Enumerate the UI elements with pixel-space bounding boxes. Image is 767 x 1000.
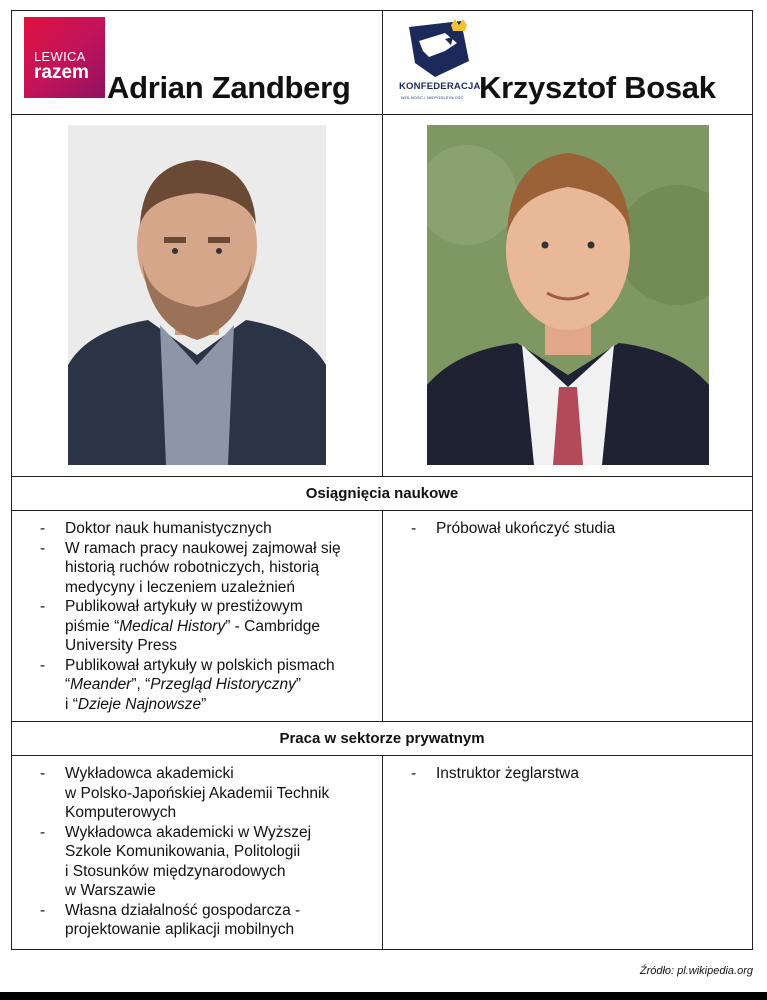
list-item: [391, 764, 744, 784]
konfederacja-logo-line1: KONFEDERACJA: [399, 81, 481, 92]
list-item-line: medycyny i leczeniem uzależnień: [65, 578, 296, 596]
private-sector-title: Praca w sektorze prywatnym: [279, 730, 485, 747]
list-item-line: Szkole Komunikowania, Politologii: [65, 843, 301, 860]
left-achievements: [12, 511, 383, 721]
right-private-sector: [383, 756, 752, 949]
list-item-line: - Publikował artykuły w polskich pismach: [65, 656, 335, 674]
header-row: [12, 11, 752, 115]
list-item-line: - Instruktor żeglarstwa: [436, 765, 579, 782]
left-header-cell: [12, 11, 383, 114]
list-item-line: - Próbował ukończyć studia: [436, 520, 616, 537]
list-item: [20, 823, 374, 901]
konfederacja-logo: [399, 15, 479, 109]
lewica-razem-logo: [24, 17, 105, 98]
zandberg-photo: [68, 125, 326, 465]
comparison-table: [11, 10, 753, 950]
right-header-cell: [383, 11, 752, 114]
list-item-line: w Polsko-Japońskiej Akademii Technik: [65, 784, 330, 802]
achievements-row: [12, 511, 752, 722]
private-sector-header-row: [12, 722, 752, 756]
list-item-line: - Publikował artykuły w prestiżowym: [65, 598, 303, 615]
right-candidate-name: Krzysztof Bosak: [479, 70, 716, 105]
right-achievements-list: [391, 519, 744, 539]
list-item-line: historią ruchów robotniczych, historią: [65, 559, 320, 576]
list-item-line: piśmie “Medical History” - Cambridge: [65, 617, 320, 635]
list-item-line: i Stosunków międzynarodowych: [65, 862, 286, 880]
left-photo-cell: [12, 115, 383, 476]
list-item: [20, 519, 374, 539]
list-item: [20, 901, 374, 940]
list-item-line: - Własna działalność gospodarcza -: [65, 901, 301, 919]
lewica-logo-line2: razem: [34, 62, 89, 83]
list-item-line: projektowanie aplikacji mobilnych: [65, 921, 295, 938]
list-item-line: - Doktor nauk humanistycznych: [65, 520, 272, 537]
list-item-line: “Meander”, “Przegląd Historyczny”: [65, 676, 302, 693]
list-item-line: University Press: [65, 637, 177, 654]
bottom-bar: [0, 992, 767, 1000]
right-private-sector-list: [391, 764, 744, 784]
achievements-title: Osiągnięcia naukowe: [305, 485, 459, 502]
private-sector-row: [12, 756, 752, 949]
bosak-photo: [427, 125, 709, 465]
eagle-icon: [405, 17, 475, 79]
right-achievements: [383, 511, 752, 721]
lewica-logo-line1: LEWICA: [34, 49, 86, 64]
left-private-sector: [12, 756, 383, 949]
list-item-line: - Wykładowca akademicki w Wyższej: [65, 823, 312, 841]
list-item: [20, 656, 374, 715]
right-photo-cell: [383, 115, 752, 476]
source-note: Źródło: pl.wikipedia.org: [639, 965, 753, 977]
konfederacja-logo-line2: WOLNOŚĆ I NIEPODLEGŁOŚĆ: [401, 95, 464, 100]
list-item: [20, 764, 374, 823]
list-item-line: - W ramach pracy naukowej zajmował się: [65, 539, 341, 557]
list-item: [20, 539, 374, 598]
list-item-line: w Warszawie: [65, 882, 156, 899]
list-item: [20, 597, 374, 656]
list-item-line: - Wykładowca akademicki: [65, 765, 234, 782]
list-item-line: Komputerowych: [65, 804, 177, 821]
left-achievements-list: [20, 519, 374, 714]
left-candidate-name: Adrian Zandberg: [107, 70, 351, 105]
achievements-header-row: [12, 477, 752, 511]
list-item: [391, 519, 744, 539]
list-item-line: i “Dzieje Najnowsze”: [65, 695, 207, 713]
left-private-sector-list: [20, 764, 374, 940]
photo-row: [12, 115, 752, 477]
